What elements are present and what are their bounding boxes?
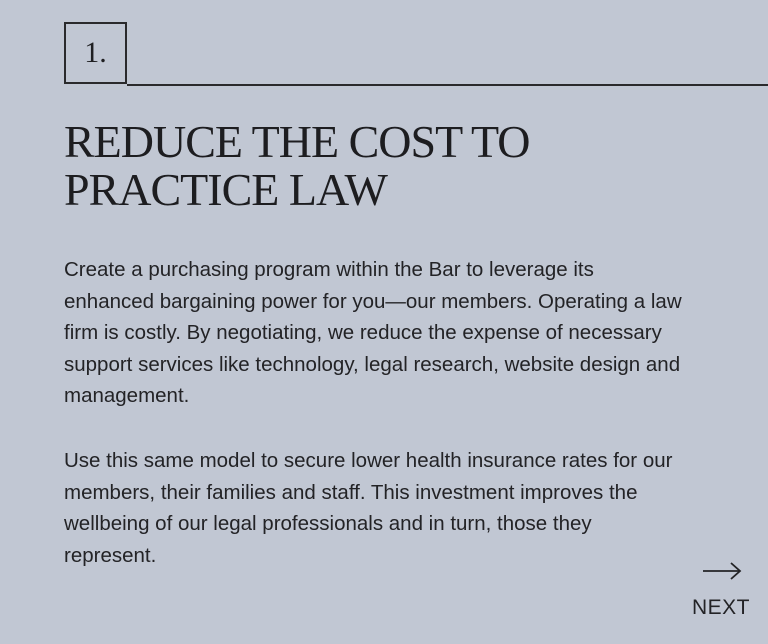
slide-heading (64, 118, 704, 214)
slide-number: 1. (84, 36, 107, 69)
body-paragraph-1: Create a purchasing program within the Bar to leverage its enhanced bargaining power for you—our members. Operating a law firm is costly. By negotiating, we reduce the expense of necessary support services like technology, legal research, website design and management. (64, 258, 682, 407)
header-divider (127, 84, 768, 86)
body-paragraph-2: Use this same model to secure lower health insurance rates for our members, their families and staff. This investment improves the wellbeing of our legal professionals and in turn, those they represent. (64, 449, 673, 567)
slide-number-box (64, 22, 127, 84)
arrow-right-icon[interactable] (701, 556, 743, 584)
heading-line-2: PRACTICE LAW (64, 164, 387, 215)
next-button[interactable]: NEXT (692, 596, 751, 619)
heading-line-1: REDUCE THE COST TO (64, 116, 530, 167)
